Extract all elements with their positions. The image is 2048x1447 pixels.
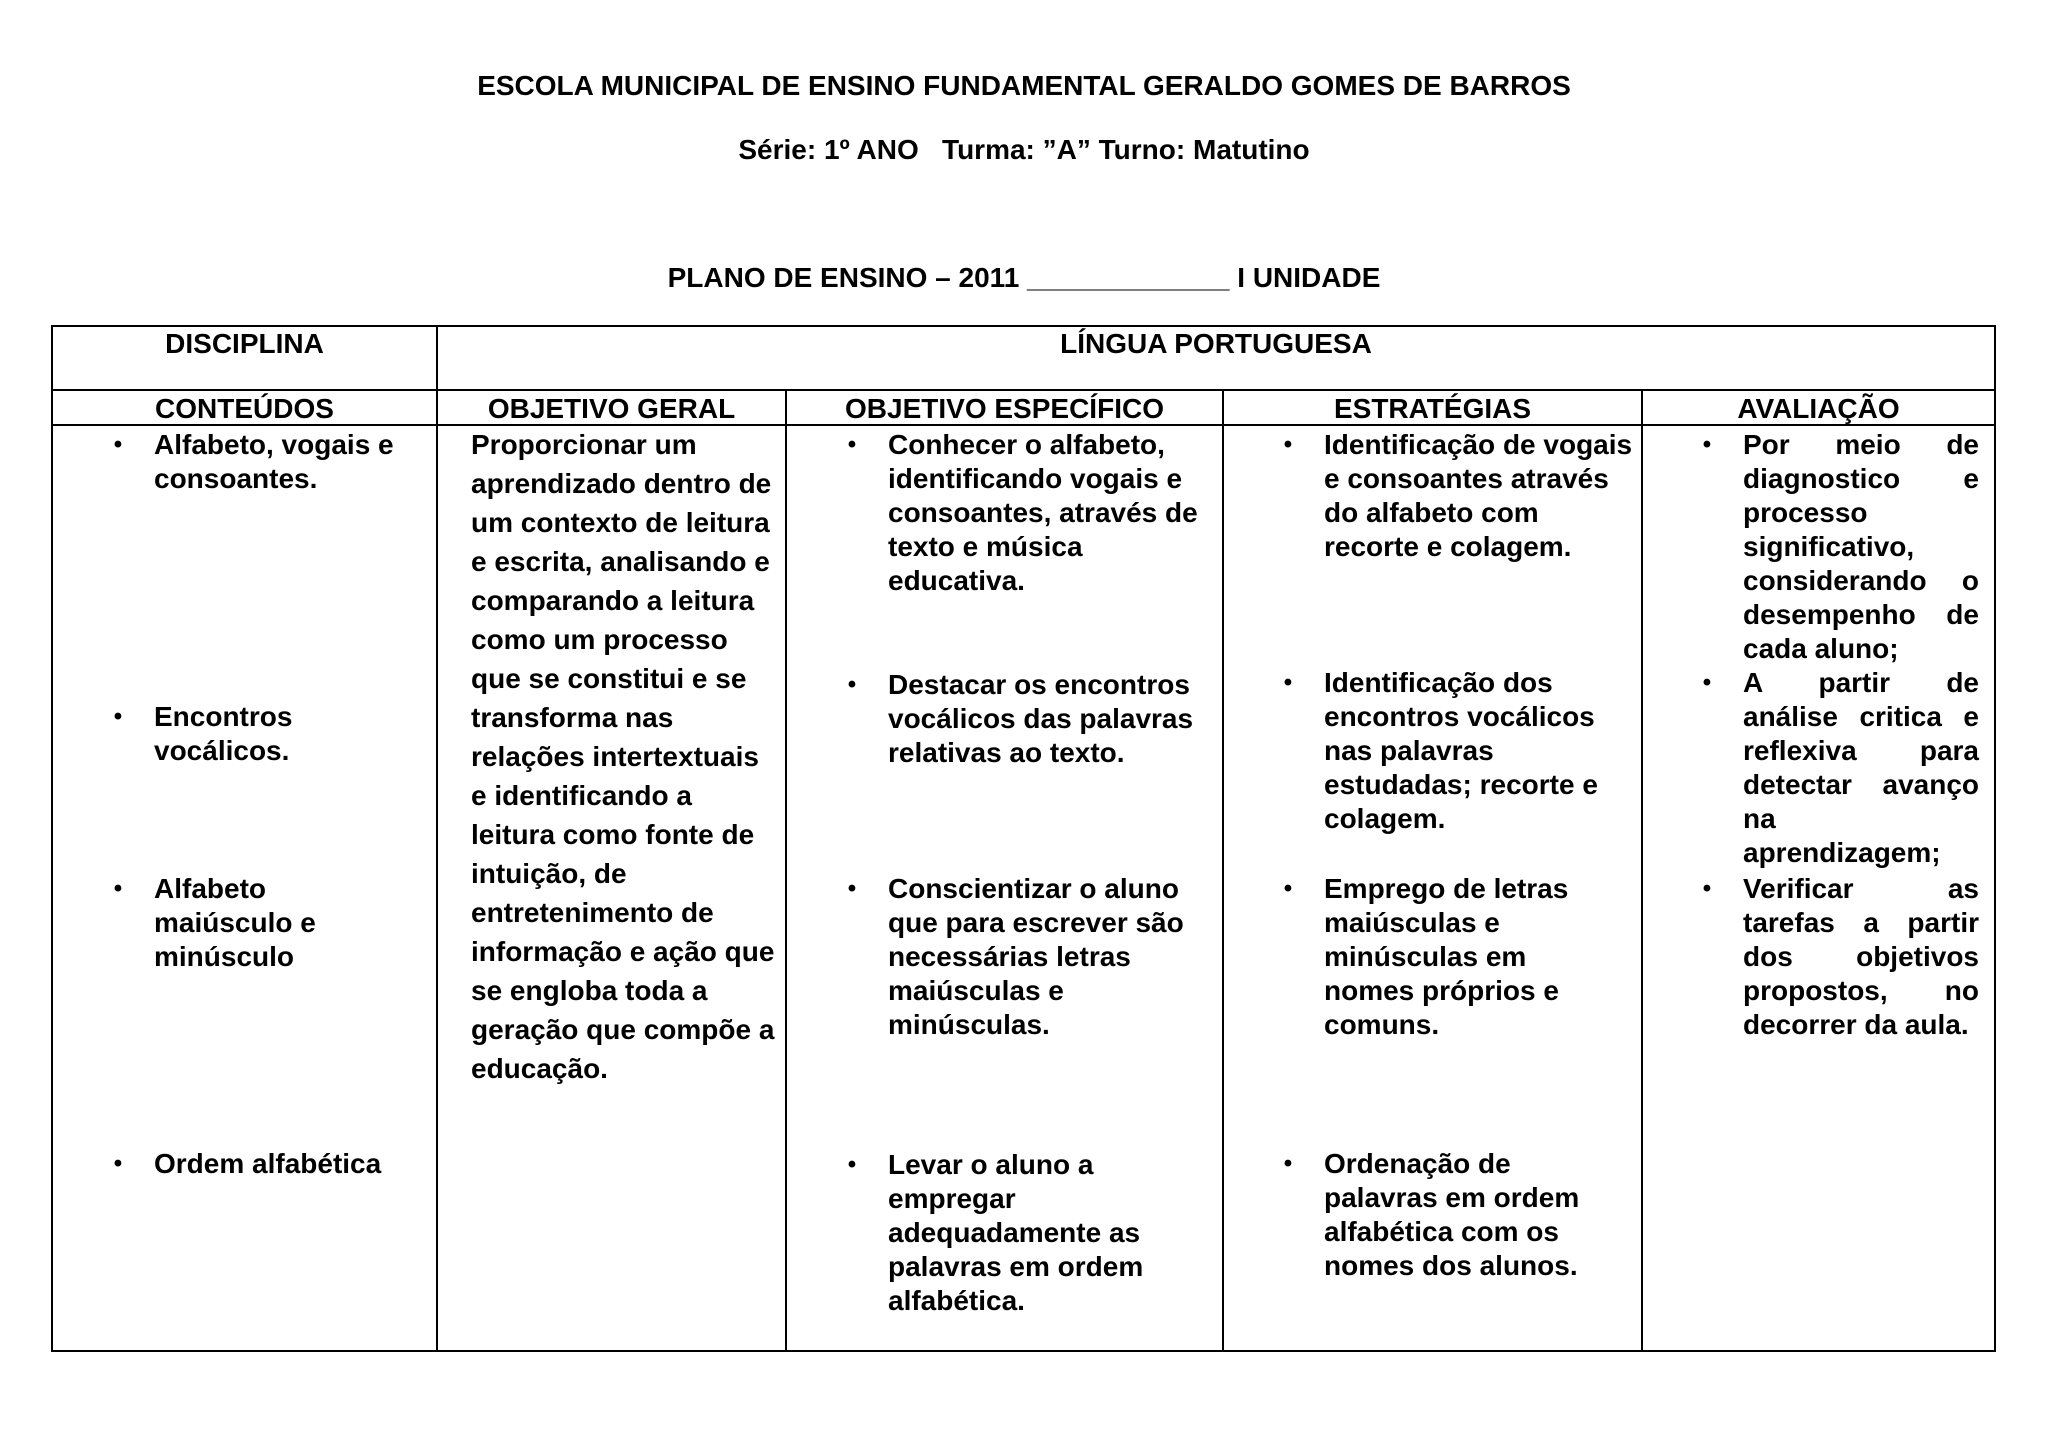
estrategia-text: Ordenação de palavras em ordem alfabética com os nomes dos alunos. [1324,1148,1580,1281]
bullet-icon: • [847,431,857,458]
objetivo-geral-text: Proporcionar um aprendizado dentro de um contexto de leitura e escrita, analisando e comparando a leitura como um processo que se constitui e se transforma nas relações intertextuais e identificando a leitura como fonte de intuição, de entretenimento de informação e ação que se engloba toda a geração que compõe a educação. [471,429,775,1084]
table-row-divider [51,389,1996,391]
bullet-icon: • [113,875,123,902]
column-header-estrategias: ESTRATÉGIAS [1333,393,1532,424]
bullet-icon: • [1702,669,1712,696]
bullet-icon: • [113,703,123,730]
bullet-icon: • [1283,431,1293,458]
bullet-icon: • [1702,875,1712,902]
school-name: ESCOLA MUNICIPAL DE ENSINO FUNDAMENTAL GERALDO GOMES DE BARROS [477,70,1571,101]
estrategia-text: Identificação dos encontros vocálicos nas palavras estudadas; recorte e colagem. [1324,667,1598,834]
avaliacao-text: Por meio de diagnostico e processo significativo, considerando o desempenho de cada aluno; [1743,429,1979,664]
objetivo-especifico-text: Conscientizar o aluno que para escrever são necessárias letras maiúsculas e minúsculas. [888,873,1184,1040]
bullet-icon: • [847,1151,857,1178]
bullet-icon: • [1702,431,1712,458]
conteudo-text: Alfabeto maiúsculo e minúsculo [154,873,316,972]
column-header-objetivo-geral: OBJETIVO GERAL [487,393,736,424]
table-col-divider-3 [1222,389,1224,1352]
table-col-divider-4 [1641,389,1643,1352]
column-header-objetivo-especifico: OBJETIVO ESPECÍFICO [845,393,1164,424]
bullet-icon: • [847,671,857,698]
conteudo-text: Alfabeto, vogais e consoantes. [154,429,394,494]
disciplina-value: LÍNGUA PORTUGUESA [1060,328,1372,359]
table-border-bottom [51,1350,1996,1352]
class-info: Série: 1º ANO Turma: ”A” Turno: Matutino [738,134,1310,165]
column-header-conteudos: CONTEÚDOS [155,393,334,424]
objetivo-especifico-text: Conhecer o alfabeto, identificando vogais e consoantes, através de texto e música educativa. [888,429,1198,596]
bullet-icon: • [113,1150,123,1177]
bullet-icon: • [1283,875,1293,902]
conteudo-text: Encontros vocálicos. [154,701,293,766]
estrategia-text: Emprego de letras maiúsculas e minúsculas em nomes próprios e comuns. [1324,873,1569,1040]
avaliacao-text: A partir de análise critica e reflexiva para detectar avanço na aprendizagem; [1743,667,1979,868]
estrategia-text: Identificação de vogais e consoantes através do alfabeto com recorte e colagem. [1324,429,1633,562]
table-col-divider-1 [436,325,438,1352]
bullet-icon: • [1283,1150,1293,1177]
plan-title: PLANO DE ENSINO – 2011 _____________ I UNIDADE [667,262,1381,293]
disciplina-label: DISCIPLINA [165,328,324,359]
objetivo-especifico-text: Destacar os encontros vocálicos das palavras relativas ao texto. [888,669,1194,768]
conteudo-text: Ordem alfabética [154,1148,382,1179]
objetivo-especifico-text: Levar o aluno a empregar adequadamente as palavras em ordem alfabética. [888,1149,1144,1316]
bullet-icon: • [113,431,123,458]
column-header-avaliacao: AVALIAÇÃO [1737,393,1900,424]
table-border-right [1994,325,1996,1352]
bullet-icon: • [1283,669,1293,696]
bullet-icon: • [847,875,857,902]
avaliacao-text: Verificar as tarefas a partir dos objetivos propostos, no decorrer da aula. [1743,873,1979,1040]
table-border-left [51,325,53,1352]
table-col-divider-2 [785,389,787,1352]
